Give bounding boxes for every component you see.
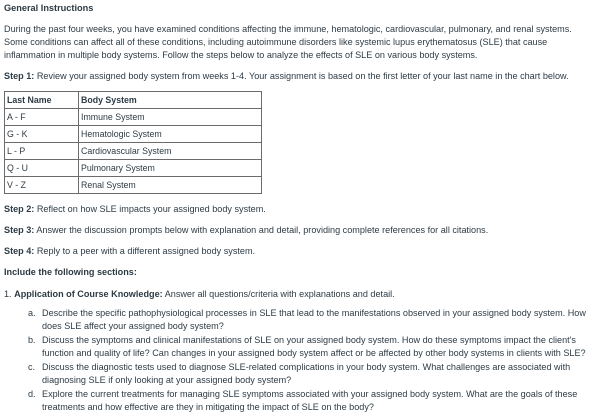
step-2 [4, 203, 596, 216]
section-1 [4, 288, 596, 301]
sections-title: Include the following sections: [4, 267, 137, 277]
step-4-text: Reply to a peer with a different assigned body system. [34, 246, 256, 256]
step-3-label: Step 3: [4, 225, 35, 235]
table-cell-range: Q - U [5, 160, 79, 177]
section-1-label: Application of Course Knowledge: [14, 289, 163, 299]
intro-paragraph: During the past four weeks, you have examined conditions affecting the immune, hematologic, cardiovascular, pulmonary, and renal systems. Some conditions can affect all of these conditions, including autoimmune disorders like systemic lupus erythematosus (SLE) that cause inflammation in multiple body systems. Follow the steps below to analyze the effects of SLE on various body systems. [4, 24, 572, 60]
table-cell-system: Cardiovascular System [79, 143, 262, 160]
step-2-text: Reflect on how SLE impacts your assigned body system. [34, 204, 266, 214]
list-item-text: Describe the specific pathophysiological processes in SLE that lead to the manifestations observed in your assigned body system. How does SLE affect your assigned body system? [42, 308, 586, 331]
table-cell-range: L - P [5, 143, 79, 160]
list-item [28, 307, 596, 333]
section-1-text: Answer all questions/criteria with explanations and detail. [162, 289, 395, 299]
step-4-label: Step 4: [4, 246, 35, 256]
list-item-text: Discuss the diagnostic tests used to diagnose SLE-related complications in your body system. What challenges are associated with diagnosing SLE if only looking at your assigned body system? [42, 362, 571, 385]
table-cell-range: G - K [5, 126, 79, 143]
step-2-label: Step 2: [4, 204, 35, 214]
table-cell-range: V - Z [5, 177, 79, 194]
list-item-marker: b. [28, 335, 36, 345]
table-header-row [5, 92, 262, 109]
page-heading: General Instructions [4, 3, 94, 13]
list-item [28, 388, 596, 414]
table-row [5, 160, 262, 177]
table-row [5, 177, 262, 194]
table-header-last-name: Last Name [5, 92, 79, 109]
step-1 [4, 70, 596, 83]
step-3-text: Answer the discussion prompts below with explanation and detail, providing complete references for all citations. [34, 225, 489, 235]
table-row [5, 126, 262, 143]
body-system-table [4, 91, 262, 194]
table-cell-system: Pulmonary System [79, 160, 262, 177]
step-1-text: Review your assigned body system from weeks 1-4. Your assignment is based on the first letter of your last name in the chart below. [34, 71, 569, 81]
subitem-list [4, 307, 596, 414]
step-3 [4, 224, 596, 237]
table-header-body-system: Body System [79, 92, 262, 109]
list-item-text: Discuss the symptoms and clinical manifestations of SLE on your assigned body system. How do these symptoms impact the client's function and quality of life? Can changes in your assigned body system affect or be affected by other body systems in clients with SLE? [42, 335, 586, 358]
section-1-number: 1. [4, 289, 12, 299]
list-item-marker: a. [28, 308, 36, 318]
list-item-text: Explore the current treatments for managing SLE symptoms associated with your assigned body system. What are the goals of these treatments and how effective are they in mitigating the impact of SLE on the body? [42, 389, 578, 412]
table-row [5, 143, 262, 160]
list-item-marker: d. [28, 389, 36, 399]
step-1-label: Step 1: [4, 71, 35, 81]
table-cell-system: Renal System [79, 177, 262, 194]
list-item [28, 334, 596, 360]
list-item-marker: c. [28, 362, 36, 372]
list-item [28, 361, 596, 387]
table-row [5, 109, 262, 126]
step-4 [4, 245, 596, 258]
table-cell-system: Immune System [79, 109, 262, 126]
table-cell-range: A - F [5, 109, 79, 126]
table-cell-system: Hematologic System [79, 126, 262, 143]
